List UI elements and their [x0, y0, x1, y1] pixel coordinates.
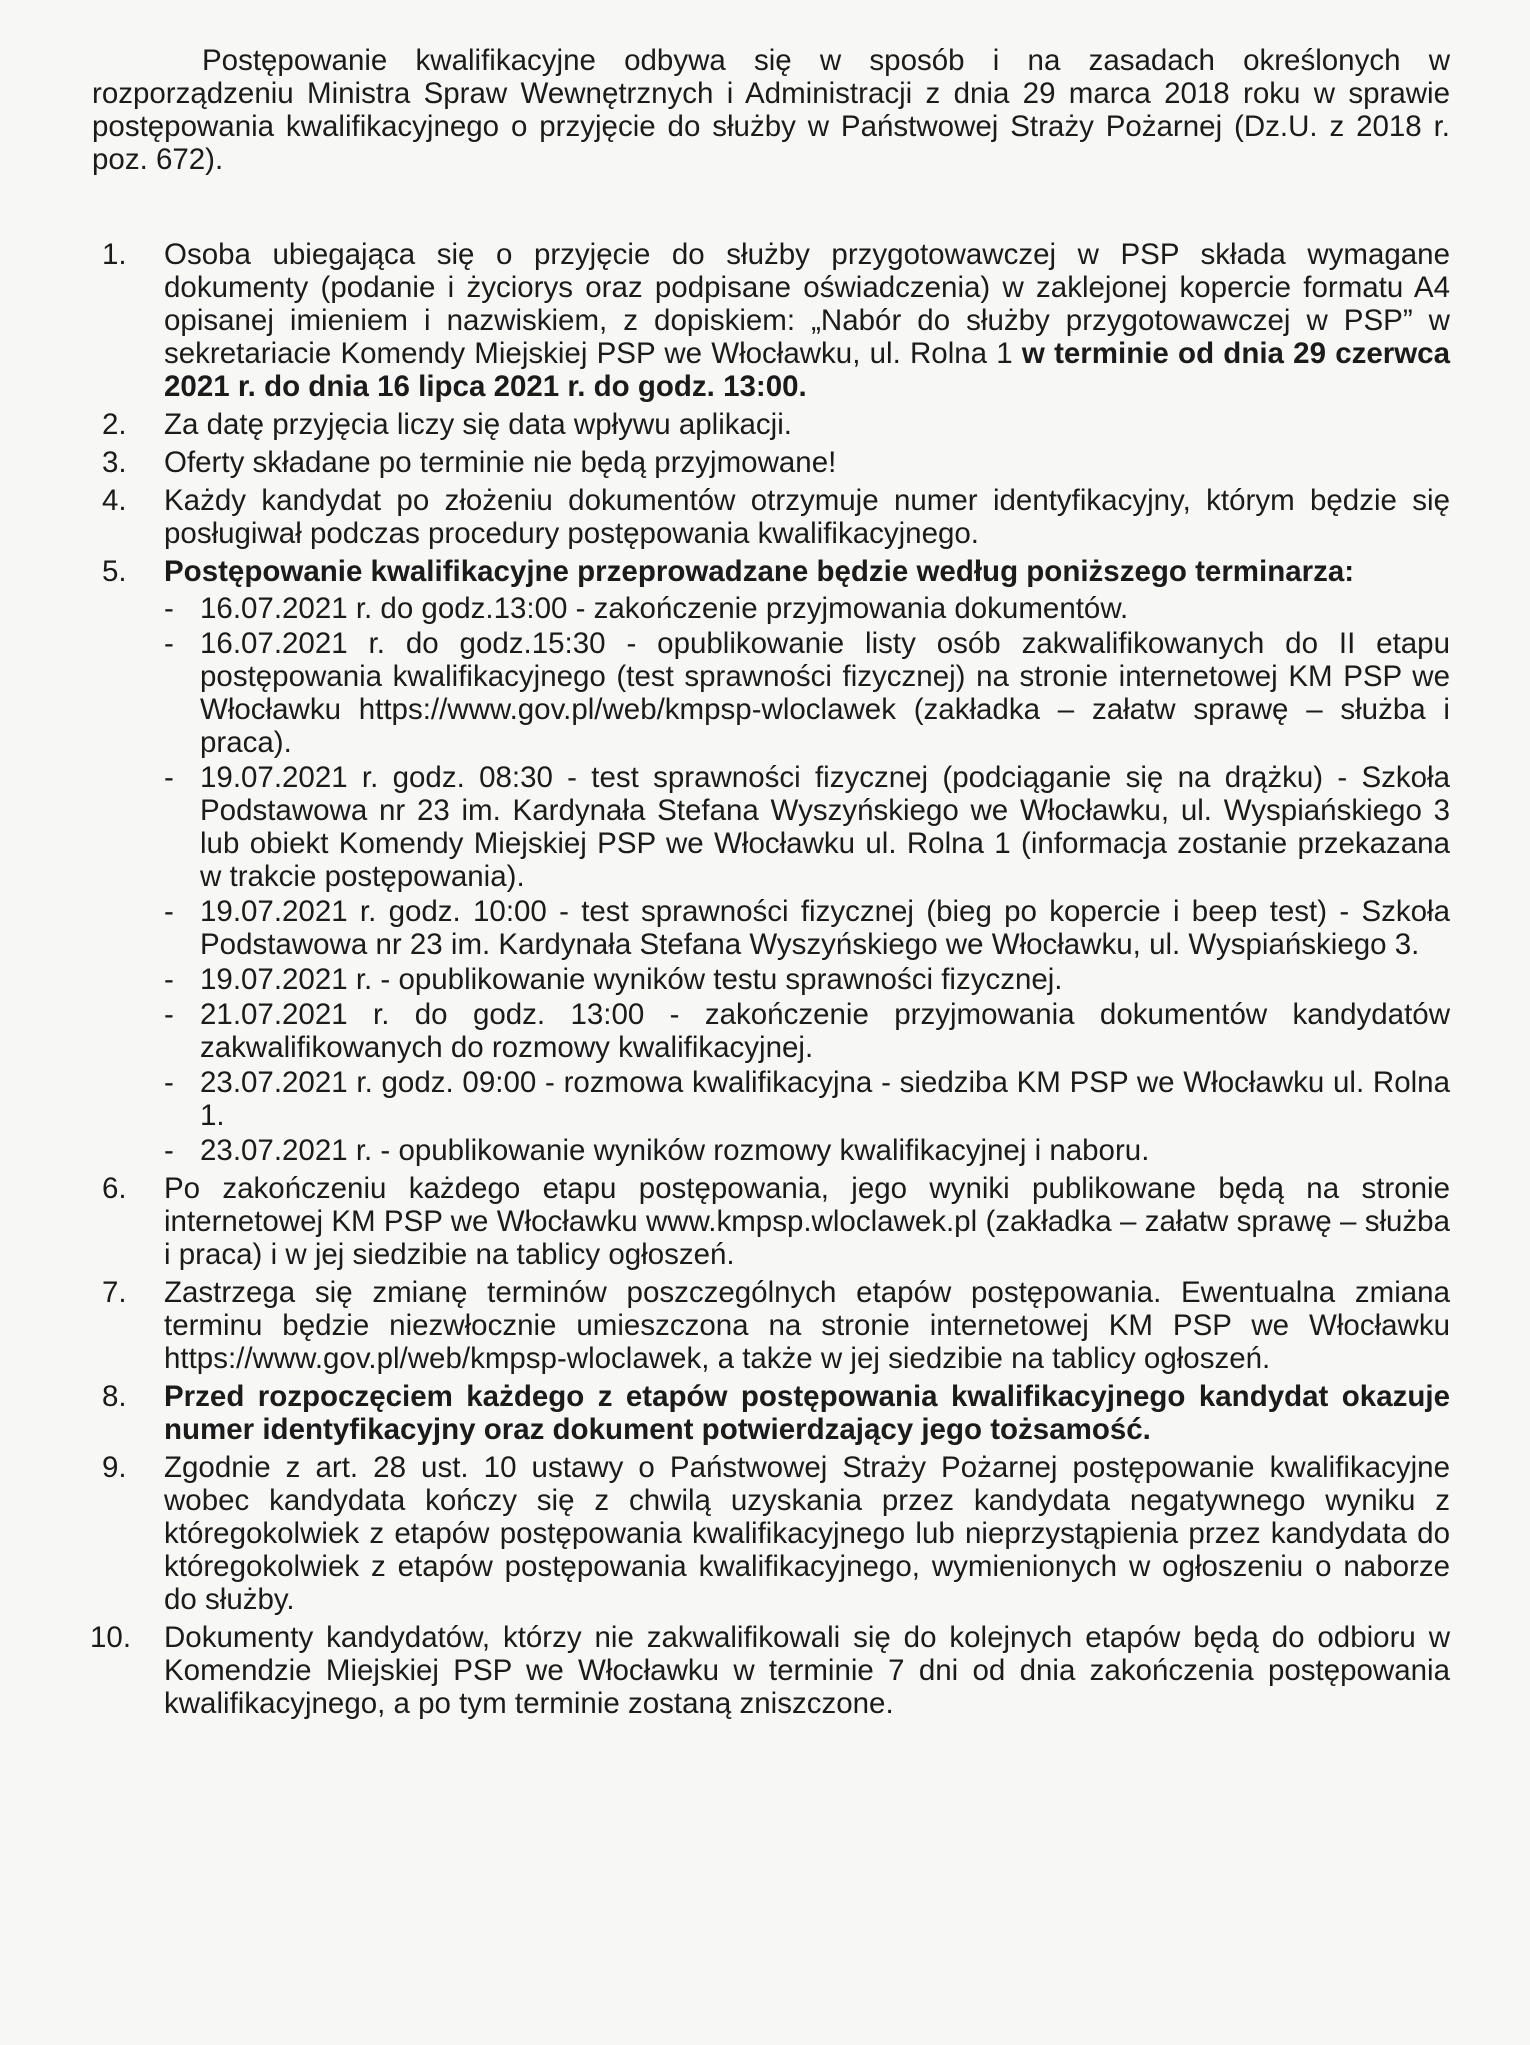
- schedule-heading: Postępowanie kwalifikacyjne przeprowadzane będzie według poniższego terminarza:: [164, 555, 1355, 588]
- item-number: 9.: [102, 1451, 127, 1484]
- list-item-9: [92, 1451, 1450, 1616]
- schedule-entry: - 16.07.2021 r. do godz.13:00 - zakończenie przyjmowania dokumentów.: [164, 592, 1129, 625]
- item-number: 10.: [90, 1621, 132, 1654]
- schedule-entry: - 19.07.2021 r. - opublikowanie wyników testu sprawności fizycznej.: [164, 963, 1063, 996]
- item-text: Dokumenty kandydatów, którzy nie zakwalifikowali się do kolejnych etapów będą do odbioru w Komendzie Miejskiej PSP we Włocławku w terminie 7 dni od dnia zakończenia postępowania kwalifikacyjnego, a po tym terminie zostaną zniszczone.: [164, 1621, 1450, 1720]
- list-item-6: [92, 1172, 1450, 1271]
- schedule-entry: - 19.07.2021 r. godz. 10:00 - test sprawności fizycznej (bieg po kopercie i beep test) - Szkoła Podstawowa nr 23 im. Kardynała Stefana Wyszyńskiego we Włocławku, ul. Wyspiańskiego 3.: [164, 895, 1450, 961]
- schedule-entry: - 23.07.2021 r. - opublikowanie wyników rozmowy kwalifikacyjnej i naboru.: [164, 1134, 1150, 1167]
- item-number: 7.: [102, 1276, 127, 1309]
- list-item-5: [92, 555, 1450, 1167]
- list-item-4: [92, 484, 1450, 550]
- item-text-bold: Przed rozpoczęciem każdego z etapów postępowania kwalifikacyjnego kandydat okazuje numer identyfikacyjny oraz dokument potwierdzający jego tożsamość.: [164, 1380, 1450, 1446]
- item-deadline-bold: w terminie od dnia 29 czerwca 2021 r. do dnia 16 lipca 2021 r. do godz. 13:00.: [164, 337, 1450, 403]
- item-text: Za datę przyjęcia liczy się data wpływu aplikacji.: [164, 408, 792, 441]
- schedule-entry: - 21.07.2021 r. do godz. 13:00 - zakończenie przyjmowania dokumentów kandydatów zakwalifikowanych do rozmowy kwalifikacyjnej.: [164, 998, 1450, 1064]
- item-number: 8.: [102, 1380, 127, 1413]
- list-item-10: [92, 1621, 1450, 1720]
- item-number: 4.: [102, 484, 127, 517]
- item-number: 3.: [102, 446, 127, 479]
- item-text: Osoba ubiegająca się o przyjęcie do służby przygotowawczej w PSP składa wymagane dokumenty (podanie i życiorys oraz podpisane oświadczenia) w zaklejonej kopercie formatu A4 opisanej imieniem i nazwiskiem, z dopiskiem: „Nabór do służby przygotowawczej w PSP” w sekretariacie Komendy Miejskiej PSP we Włocławku, ul. Rolna 1: [164, 238, 1450, 370]
- intro-paragraph: Postępowanie kwalifikacyjne odbywa się w sposób i na zasadach określonych w rozporządzeniu Ministra Spraw Wewnętrznych i Administracji z dnia 29 marca 2018 roku w sprawie postępowania kwalifikacyjnego o przyjęcie do służby w Państwowej Straży Pożarnej (Dz.U. z 2018 r. poz. 672).: [92, 44, 1450, 176]
- list-item-8: [92, 1380, 1450, 1446]
- item-text: Każdy kandydat po złożeniu dokumentów otrzymuje numer identyfikacyjny, którym będzie się posługiwał podczas procedury postępowania kwalifikacyjnego.: [164, 484, 1450, 550]
- list-item-3: [92, 446, 1450, 479]
- list-item-7: [92, 1276, 1450, 1375]
- item-number: 2.: [102, 408, 127, 441]
- item-number: 5.: [102, 555, 127, 588]
- schedule-entry: - 19.07.2021 r. godz. 08:30 - test sprawności fizycznej (podciąganie się na drążku) - Szkoła Podstawowa nr 23 im. Kardynała Stefana Wyszyńskiego we Włocławku, ul. Wyspiańskiego 3 lub obiekt Komendy Miejskiej PSP we Włocławku ul. Rolna 1 (informacja zostanie przekazana w trakcie postępowania).: [164, 761, 1450, 893]
- item-text: Oferty składane po terminie nie będą przyjmowane!: [164, 446, 837, 479]
- list-item-1: [92, 238, 1450, 403]
- item-text: Po zakończeniu każdego etapu postępowania, jego wyniki publikowane będą na stronie internetowej KM PSP we Włocławku www.kmpsp.wloclawek.pl (zakładka – załatw sprawę – służba i praca) i w jej siedzibie na tablicy ogłoszeń.: [164, 1172, 1450, 1271]
- item-text: Zastrzega się zmianę terminów poszczególnych etapów postępowania. Ewentualna zmiana terminu będzie niezwłocznie umieszczona na stronie internetowej KM PSP we Włocławku https://www.gov.pl/web/kmpsp-wloclawek, a także w jej siedzibie na tablicy ogłoszeń.: [164, 1276, 1450, 1375]
- item-text: Zgodnie z art. 28 ust. 10 ustawy o Państwowej Straży Pożarnej postępowanie kwalifikacyjne wobec kandydata kończy się z chwilą uzyskania przez kandydata negatywnego wyniku z któregokolwiek z etapów postępowania kwalifikacyjnego lub nieprzystąpienia przez kandydata do któregokolwiek z etapów postępowania kwalifikacyjnego, wymienionych w ogłoszeniu o naborze do służby.: [164, 1451, 1450, 1616]
- schedule-entry: - 16.07.2021 r. do godz.15:30 - opublikowanie listy osób zakwalifikowanych do II etapu postępowania kwalifikacyjnego (test sprawności fizycznej) na stronie internetowej KM PSP we Włocławku https://www.gov.pl/web/kmpsp-wloclawek (zakładka – załatw sprawę – służba i praca).: [164, 627, 1450, 759]
- item-number: 6.: [102, 1172, 127, 1205]
- numbered-list: [92, 238, 1450, 1720]
- schedule-list: [164, 592, 1450, 1167]
- schedule-entry: - 23.07.2021 r. godz. 09:00 - rozmowa kwalifikacyjna - siedziba KM PSP we Włocławku ul. Rolna 1.: [164, 1066, 1450, 1132]
- list-item-2: [92, 408, 1450, 441]
- item-number: 1.: [102, 238, 127, 271]
